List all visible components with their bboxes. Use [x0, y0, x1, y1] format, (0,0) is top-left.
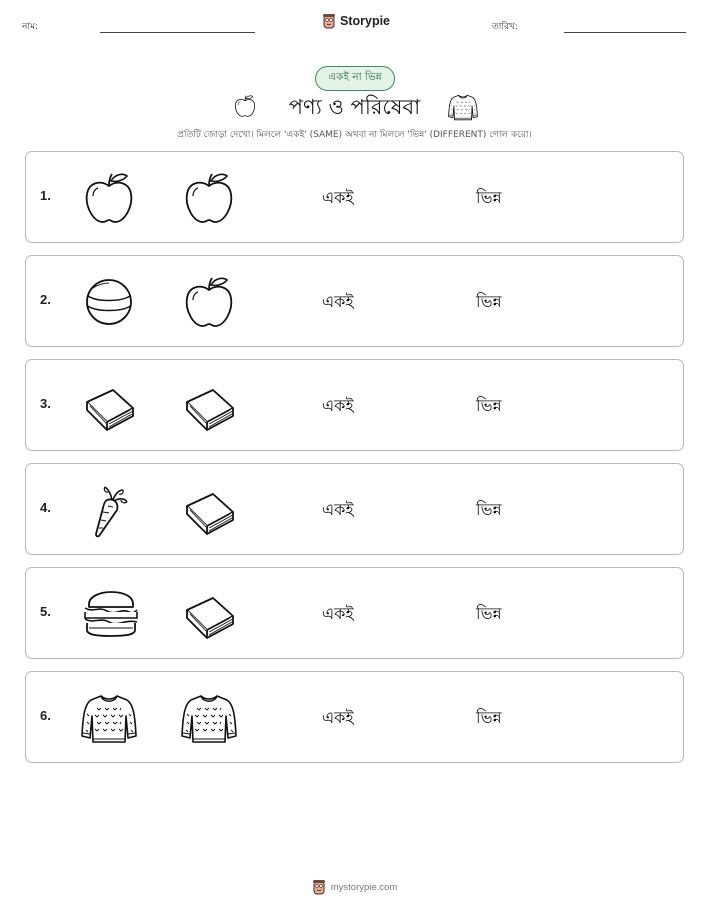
- name-line[interactable]: [100, 32, 255, 33]
- topic-badge: একই না ভিন্ন: [315, 66, 395, 91]
- date-line[interactable]: [564, 32, 686, 33]
- apple-icon: [178, 170, 240, 226]
- instructions: প্রতিটি জোড়া দেখো। মিললে 'একই' (SAME) অথবা না মিললে 'ভিন্ন' (DIFFERENT) গোল করো।: [177, 130, 532, 140]
- apple-icon: [178, 274, 240, 330]
- name-label: নাম:: [22, 22, 39, 32]
- exercise-card-3: [25, 359, 684, 451]
- option-different[interactable]: ভিন্ন: [476, 292, 502, 311]
- option-different[interactable]: ভিন্ন: [476, 500, 502, 519]
- item-number: 2.: [40, 292, 51, 307]
- sweater-icon: [78, 690, 140, 746]
- option-different[interactable]: ভিন্ন: [476, 188, 502, 207]
- exercise-card-5: [25, 567, 684, 659]
- option-same[interactable]: একই: [322, 396, 354, 415]
- footer-site: mystorypie.com: [330, 881, 398, 893]
- date-label: তারিখ:: [492, 22, 518, 32]
- item-number: 6.: [40, 708, 51, 723]
- title-row: [0, 90, 709, 122]
- brand-name: Storypie: [340, 14, 391, 28]
- book-icon: [178, 378, 240, 434]
- option-different[interactable]: ভিন্ন: [476, 396, 502, 415]
- exercise-card-6: [25, 671, 684, 763]
- book-icon: [178, 586, 240, 642]
- ball-icon: [78, 274, 140, 330]
- option-different[interactable]: ভিন্ন: [476, 708, 502, 727]
- exercise-card-1: [25, 151, 684, 243]
- option-same[interactable]: একই: [322, 292, 354, 311]
- storypie-logo-icon: [322, 13, 336, 29]
- sweater-icon: [447, 92, 479, 122]
- brand-logo: [322, 13, 390, 29]
- apple-icon: [78, 170, 140, 226]
- option-different[interactable]: ভিন্ন: [476, 604, 502, 623]
- exercise-card-4: [25, 463, 684, 555]
- book-icon: [78, 378, 140, 434]
- option-same[interactable]: একই: [322, 500, 354, 519]
- page-title: পণ্য ও পরিষেবা: [288, 95, 421, 119]
- item-number: 1.: [40, 188, 51, 203]
- item-number: 3.: [40, 396, 51, 411]
- storypie-logo-icon: [312, 879, 326, 895]
- book-icon: [178, 482, 240, 538]
- footer: [0, 879, 709, 895]
- carrot-icon: [78, 482, 140, 538]
- sandwich-icon: [78, 586, 140, 642]
- option-same[interactable]: একই: [322, 188, 354, 207]
- item-number: 4.: [40, 500, 51, 515]
- exercise-card-2: [25, 255, 684, 347]
- item-number: 5.: [40, 604, 51, 619]
- option-same[interactable]: একই: [322, 708, 354, 727]
- sweater-icon: [178, 690, 240, 746]
- option-same[interactable]: একই: [322, 604, 354, 623]
